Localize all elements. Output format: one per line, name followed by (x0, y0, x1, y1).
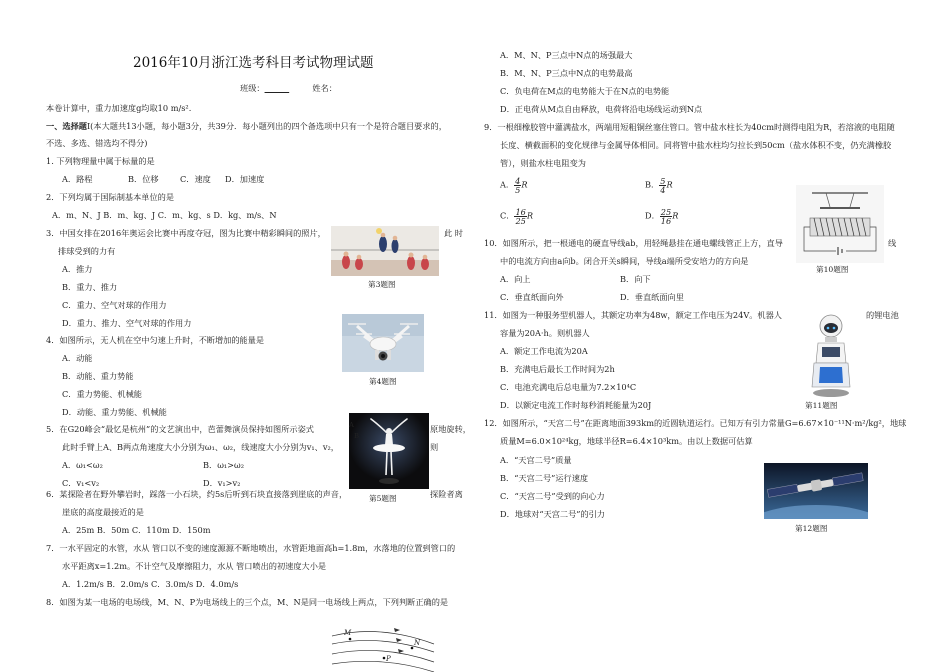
page-title: 2016年10月浙江选考科目考试物理试题 (133, 55, 374, 71)
drone-photo (342, 314, 424, 372)
q9-option-b: B． $\frac{5}{4}$ R (645, 176, 673, 196)
q11-option-a: A．额定工作电流为20A (500, 346, 588, 356)
q12-option-b: B．“天宫二号”运行速度 (500, 473, 589, 483)
solenoid-illustration (796, 185, 884, 263)
q12-caption: 第12题图 (795, 524, 828, 533)
section1-rule-line1: 一、选择题Ⅰ(本大题共13小题，每小题3分，共39分．每小题列出的四个备选项中只有一个是符合题目要求的， (46, 121, 447, 131)
q3-option-d: D．重力、推力、空气对球的作用力 (62, 318, 192, 328)
q5-stem-line2: 此时手臂上A、B两点角速度大小分别为ω₁、ω₂，线速度大小分别为v₁、v₂， (62, 442, 339, 452)
q12-option-c: C．“天宫二号”受到的向心力 (500, 491, 605, 501)
section1-rule-line2: 不选、多选、错选均不得分) (46, 138, 148, 148)
q6-options: A．25m B．50m C．110m D．150m (62, 525, 211, 535)
q5-stem: 5．在G20峰会“最忆是杭州”的文艺演出中，芭蕾舞演员保持如图所示姿式 (46, 424, 314, 434)
q8-option-a: A．M、N、P三点中N点的场强最大 (500, 50, 633, 60)
solenoid-diagram (796, 185, 884, 263)
robot-photo (808, 313, 854, 399)
q4-option-b: B．动能、重力势能 (62, 371, 134, 381)
q12-stem-line2: 质量M=6.0×10²⁴kg，地球半径R=6.4×10³km。由以上数据可估算 (500, 436, 753, 446)
q11-option-b: B．充满电后最长工作时间为2h (500, 364, 615, 374)
q5-caption: 第5题图 (369, 494, 397, 503)
q5-option-c: C．v₁<v₂ (62, 478, 100, 488)
q9-stem-line2: 长度、横截面积的变化规律与金属导体相同。同将管中盐水柱均匀拉长到50cm（盐水体积不变，仍充满橡胶 (500, 140, 892, 150)
q9-stem: 9．一根细橡胶管中灌满盐水，两端用短粗铜丝塞住管口。管中盐水柱长为40cm时测得电阻为R，若溶液的电阻随 (484, 122, 895, 132)
ballerina-photo (349, 413, 429, 489)
q4-option-d: D．动能、重力势能、机械能 (62, 407, 167, 417)
intro-text: 本卷计算中，重力加速度g均取10 m/s². (46, 103, 192, 113)
q10-option-c: C．垂直纸面向外 (500, 292, 564, 302)
q7-options: A．1.2m/s B．2.0m/s C．3.0m/s D．4.0m/s (62, 579, 239, 589)
q10-option-a: A．向上 (500, 274, 531, 284)
q8-option-b: B．M、N、P三点中N点的电势最高 (500, 68, 633, 78)
q6-stem-tail: 探险者离 (430, 489, 463, 499)
q5-point-b-label: B (354, 432, 359, 440)
class-label: 班级： (240, 83, 265, 93)
ballerina-icon (349, 413, 429, 489)
q1-option-d: D．加速度 (225, 174, 265, 184)
q9-option-c: C． $\frac{16}{25}$ R (500, 207, 534, 227)
volleyball-players-illustration (331, 226, 439, 276)
q3-option-b: B．重力、推力 (62, 282, 118, 292)
q3-option-c: C．重力、空气对球的作用力 (62, 300, 167, 310)
q3-caption: 第3题图 (368, 280, 396, 289)
q5-option-b: B．ω₁>ω₂ (203, 460, 244, 470)
q10-stem: 10．如图所示，把一根通电的硬直导线ab，用轻绳悬挂在通电螺线管正上方，直导 (484, 238, 783, 248)
q5-stem2-tail: 则 (430, 442, 439, 452)
q3-stem-tail: 此 时 (444, 228, 463, 238)
q9-option-a: A． $\frac{4}{5}$ R (500, 176, 528, 196)
q1-option-b: B．位移 (128, 174, 159, 184)
q8-option-d: D．正电荷从M点自由释放，电荷将沿电场线运动到N点 (500, 104, 703, 114)
q3-stem-line2: 排球受到的力有 (58, 246, 116, 256)
q9-option-d: D． $\frac{25}{16}$ R (645, 207, 679, 227)
volleyball-photo (331, 226, 439, 276)
q10-option-b: B．向下 (620, 274, 651, 284)
q4-option-c: C．重力势能、机械能 (62, 389, 142, 399)
q8-label-m: M (344, 629, 352, 637)
volleyball-icon (376, 228, 382, 234)
section1-heading: 一、选择题 (46, 121, 87, 131)
drone-icon (342, 314, 424, 372)
q12-option-a: A．“天宫二号”质量 (500, 455, 572, 465)
q3-stem: 3．中国女排在2016年奥运会比赛中再度夺冠，图为比赛中精彩瞬间的照片， (46, 228, 326, 238)
q7-stem-line2: 水平距离x=1.2m。不计空气及摩擦阻力，水从 管口喷出的初速度大小是 (62, 561, 327, 571)
q11-stem-tail: 的锂电池 (866, 310, 899, 320)
q12-stem: 12．如图所示，“天宫二号”在距离地面393km的近圆轨道运行。已知万有引力常量G=6.67×10⁻¹¹N·m²/kg²，地球 (484, 418, 907, 428)
q10-option-d: D．垂直纸面向里 (620, 292, 684, 302)
space-station-icon (764, 463, 868, 519)
q11-option-d: D．以额定电流工作时每秒消耗能量为20J (500, 400, 652, 410)
q11-caption: 第11题图 (805, 401, 838, 410)
q1-stem: 1. 下列物理量中属于标量的是 (46, 156, 155, 166)
q5-option-d: D．v₁>v₂ (203, 478, 241, 488)
q1-option-c: C．速度 (180, 174, 211, 184)
q10-stem-tail: 线 (888, 238, 897, 248)
q8-label-n: N (414, 639, 421, 647)
q10-stem-line2: 中的电流方向由a向b。闭合开关s瞬间，导线a端所受安培力的方向是 (500, 256, 749, 266)
q5-option-a: A．ω₁<ω₂ (62, 460, 103, 470)
q11-stem-line2: 容量为20A·h。则机器人 (500, 328, 590, 338)
q4-stem: 4．如图所示，无人机在空中匀速上升时，不断增加的能量是 (46, 335, 265, 345)
space-station-photo (764, 463, 868, 519)
q2-options: A．m、N、J B．m、kg、J C．m、kg、s D．kg、m/s、N (52, 210, 277, 220)
class-field (240, 84, 337, 94)
q11-stem: 11．如图为一种服务型机器人，其额定功率为48w，额定工作电压为24V。机器人 (484, 310, 782, 320)
q6-stem-line2: 崖底的高度最接近的是 (62, 507, 144, 517)
q1-option-a: A．路程 (62, 174, 93, 184)
q5-stem-tail: 原地旋转， (430, 424, 471, 434)
robot-icon (808, 313, 854, 399)
q2-stem: 2．下列均属于国际制基本单位的是 (46, 192, 175, 202)
q10-caption: 第10题图 (816, 265, 849, 274)
q8-label-p: P (386, 655, 391, 663)
class-blank: ______ (264, 83, 290, 93)
q6-stem: 6．某探险者在野外攀岩时，踩落一小石块，约5s后听到石块直接落到崖底的声音， (46, 489, 348, 499)
q4-caption: 第4题图 (369, 377, 397, 386)
q5-point-a-label: A (349, 421, 354, 429)
q12-option-d: D．地球对“天宫二号”的引力 (500, 509, 605, 519)
q8-option-c: C．负电荷在M点的电势能大于在N点的电势能 (500, 86, 670, 96)
q11-option-c: C．电池充满电后总电量为7.2×10⁴C (500, 382, 637, 392)
q3-option-a: A．推力 (62, 264, 93, 274)
name-label: 姓名： (312, 83, 337, 93)
q9-stem-line3: 管），则盐水柱电阻变为 (500, 158, 586, 168)
q7-stem: 7．一水平固定的水管，水从 管口以不变的速度源源不断地喷出，水管距地面高h=1.8m，水落地的位置到管口的 (46, 543, 456, 553)
q4-option-a: A．动能 (62, 353, 93, 363)
q8-stem: 8．如图为某一电场的电场线，M、N、P为电场线上的三个点，M、N是同一电场线上两点，下列判断正确的是 (46, 597, 449, 607)
